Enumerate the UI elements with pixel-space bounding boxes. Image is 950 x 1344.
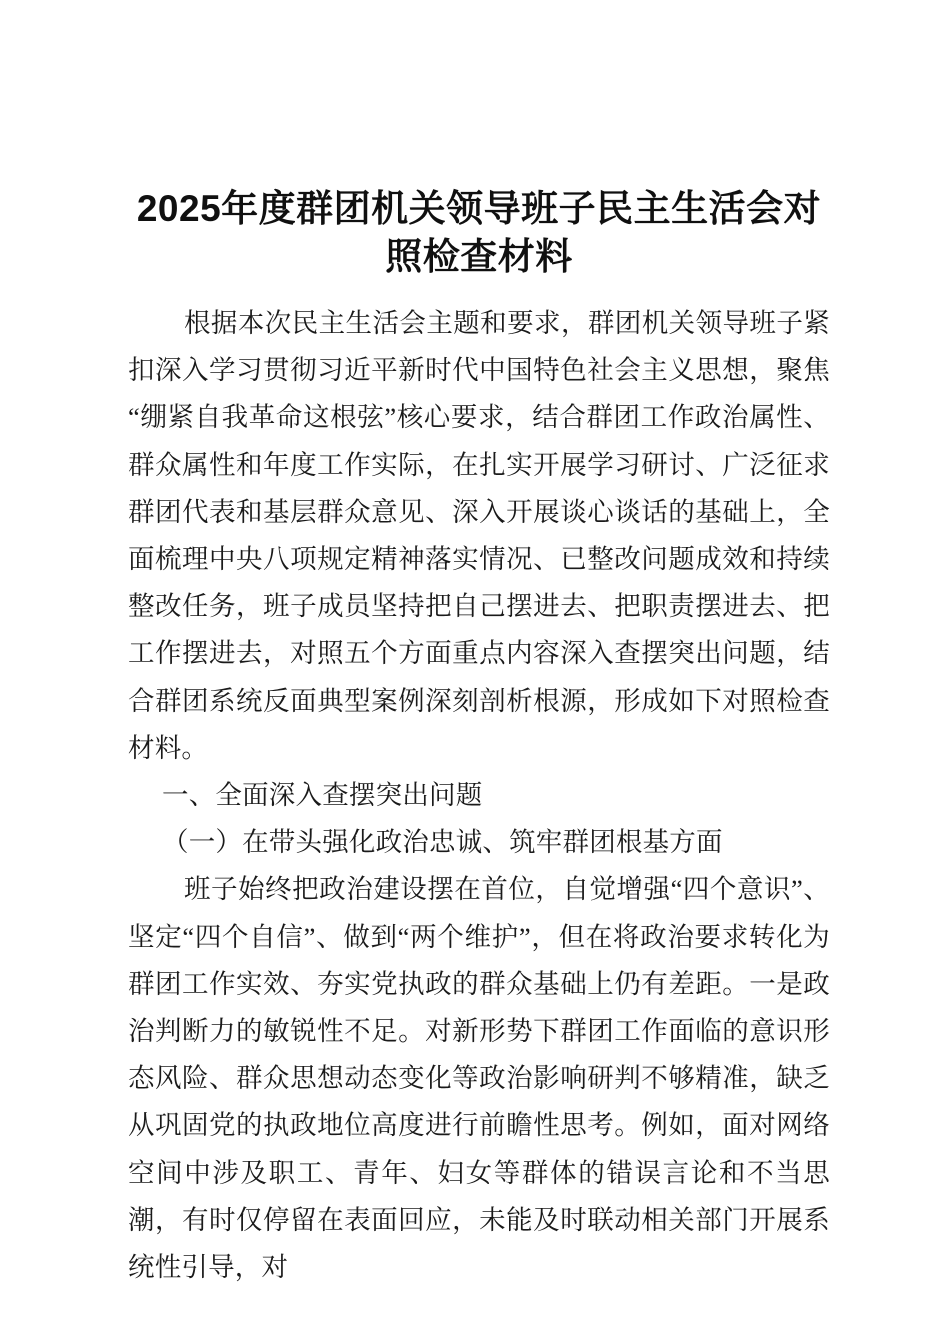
body-paragraph: 根据本次民主生活会主题和要求，群团机关领导班子紧扣深入学习贯彻习近平新时代中国特色社会主义思想，聚焦“绷紧自我革命这根弦”核心要求，结合群团工作政治属性、群众属性和年度工作实际，在扎实开展学习研讨、广泛征求群团代表和基层群众意见、深入开展谈心谈话的基础上，全面梳理中央八项规定精神落实情况、已整改问题成效和持续整改任务，班子成员坚持把自己摆进去、把职责摆进去、把工作摆进去，对照五个方面重点内容深入查摆突出问题，结合群团系统反面典型案例深刻剖析根源，形成如下对照检查材料。 (128, 308, 830, 763)
section-heading: 一、全面深入查摆突出问题 (162, 780, 483, 811)
document-body (128, 300, 830, 1291)
section-heading: （一）在带头强化政治忠诚、筑牢群团根基方面 (162, 827, 723, 858)
body-paragraph: 班子始终把政治建设摆在首位，自觉增强“四个意识”、坚定“四个自信”、做到“两个维护”，但在将政治要求转化为群团工作实效、夯实党执政的群众基础上仍有差距。一是政治判断力的敏锐性不足。对新形势下群团工作面临的意识形态风险、群众思想动态变化等政治影响研判不够精准，缺乏从巩固党的执政地位高度进行前瞻性思考。例如，面对网络空间中涉及职工、青年、妇女等群体的错误言论和不当思潮，有时仅停留在表面回应，未能及时联动相关部门开展系统性引导，对 (128, 874, 830, 1283)
page-title: 2025年度群团机关领导班子民主生活会对照检查材料 (136, 187, 822, 277)
